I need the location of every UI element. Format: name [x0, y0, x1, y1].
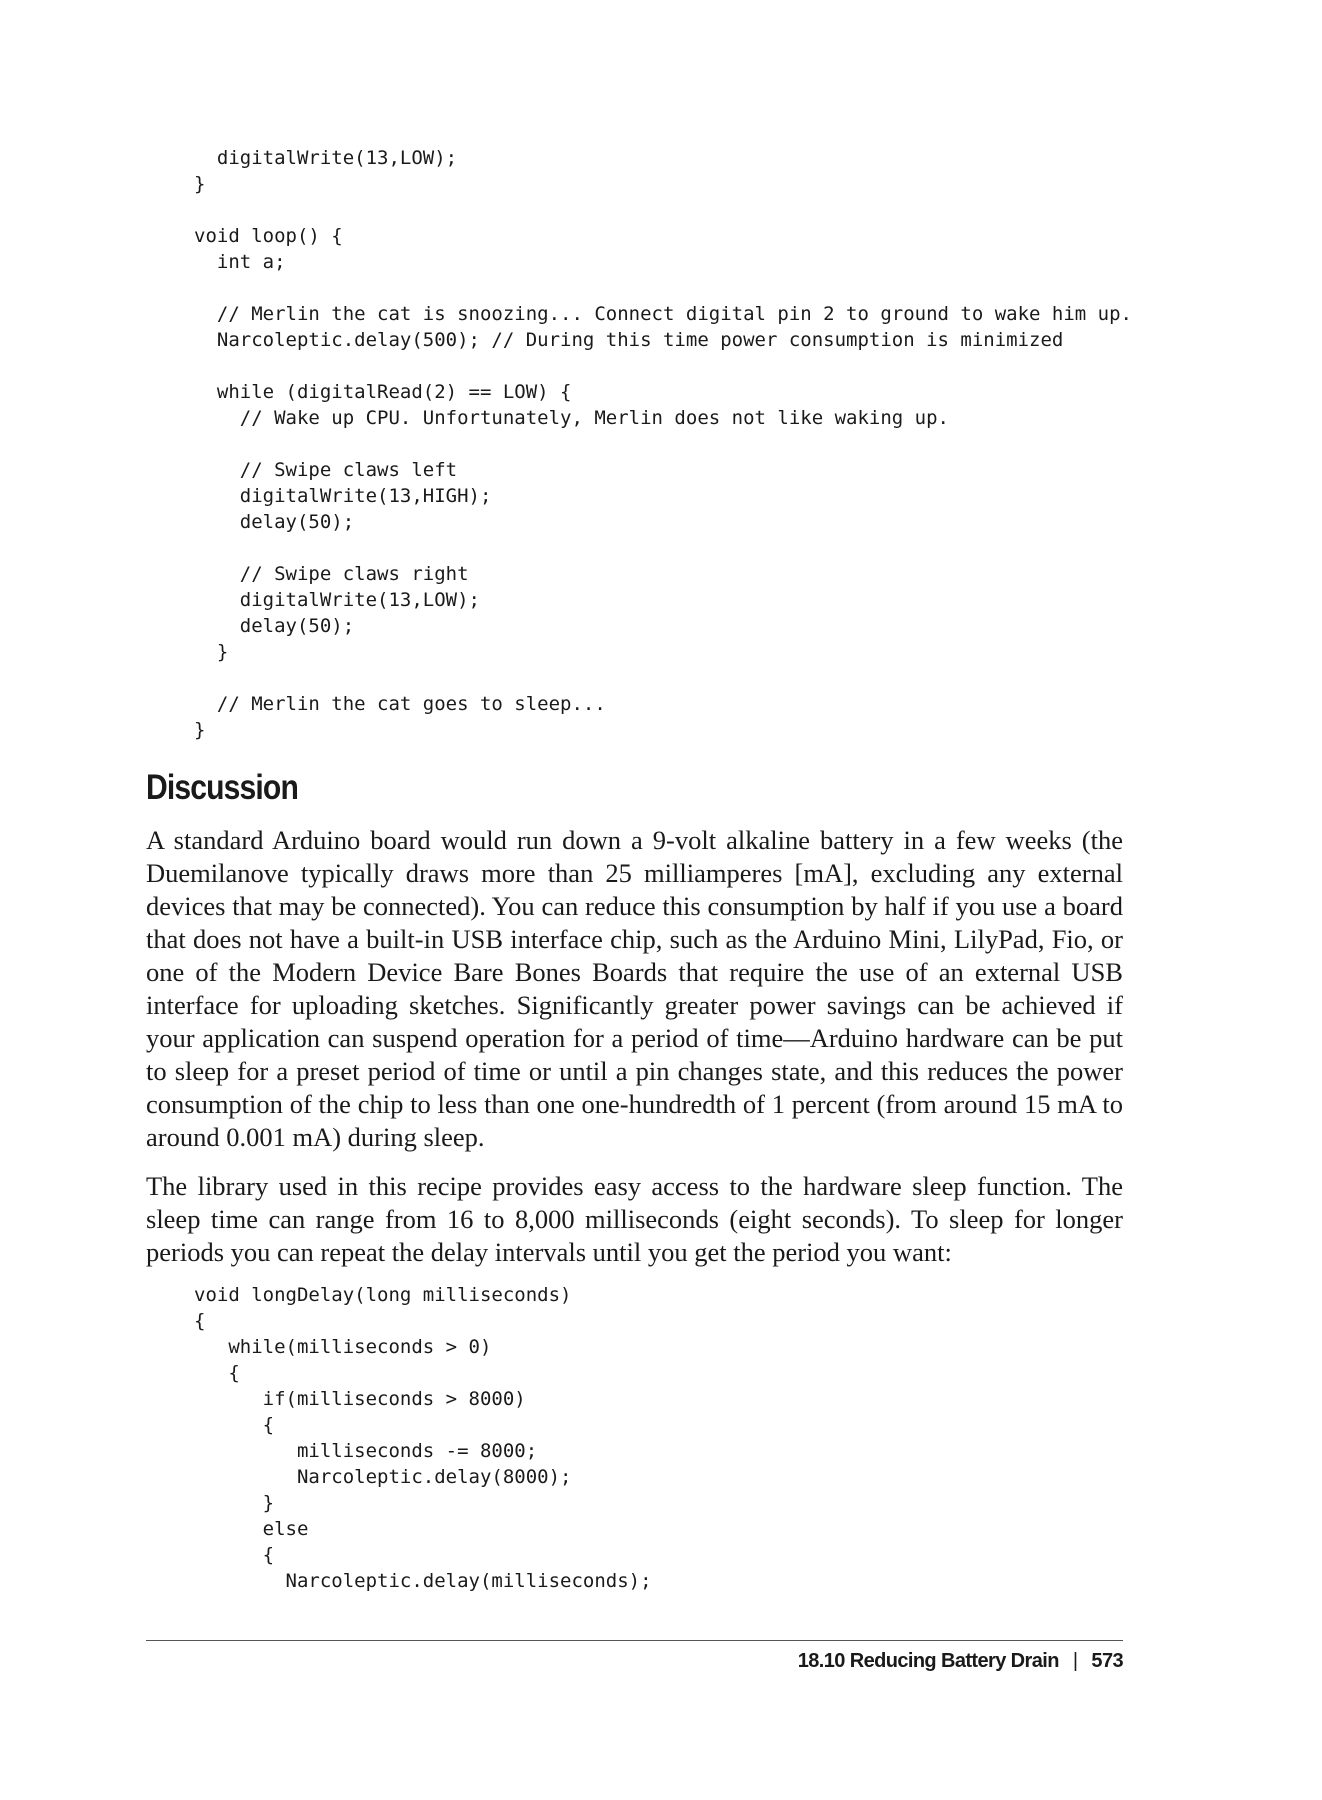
page-number: 573 [1091, 1650, 1123, 1672]
section-heading: Discussion [146, 768, 298, 807]
discussion-paragraph-1: A standard Arduino board would run down a 9-volt alkaline battery in a few weeks (the Duemilanove typically draws more than 25 milliamperes [mA], excluding any external devices that may be connected). You can reduce this consumption by half if you use a board that does not have a built-in USB interface chip, such as the Arduino Mini, LilyPad, Fio, or one of the Modern Device Bare Bones Boards that require the use of an external USB interface for uploading sketches. Significantly greater power savings can be achieved if your application can suspend operation for a period of time—Arduino hardware can be put to sleep for a preset period of time or until a pin changes state, and this reduces the power consumption of the chip to less than one one-hundredth of 1 percent (from around 15 mA to around 0.001 mA) during sleep. [146, 825, 1123, 1152]
page-footer [798, 1650, 1123, 1673]
code-listing-loop: digitalWrite(13,LOW); } void loop() { int a; // Merlin the cat is snoozing... Connect digital pin 2 to ground to wake him up. Narcoleptic.delay(500); // During this time power consumption is minimized while (digitalRead(2) == LOW) { // Wake up CPU. Unfortunately, Merlin does not like waking up. // Swipe claws left digitalWrite(13,HIGH); delay(50); // Swipe claws right digitalWrite(13,LOW); delay(50); } // Merlin the cat goes to sleep... } [194, 147, 1132, 741]
discussion-paragraph-2: The library used in this recipe provides easy access to the hardware sleep function. The sleep time can range from 16 to 8,000 milliseconds (eight seconds). To sleep for longer periods you can repeat the delay intervals until you get the period you want: [146, 1171, 1123, 1267]
footer-separator: | [1072, 1650, 1078, 1672]
footer-divider [146, 1640, 1123, 1641]
footer-section-title: 18.10 Reducing Battery Drain [797, 1650, 1059, 1672]
code-listing-long-delay: void longDelay(long milliseconds) { while(milliseconds > 0) { if(milliseconds > 8000) { milliseconds -= 8000; Narcoleptic.delay(8000); } else { Narcoleptic.delay(milliseconds); [194, 1284, 652, 1592]
